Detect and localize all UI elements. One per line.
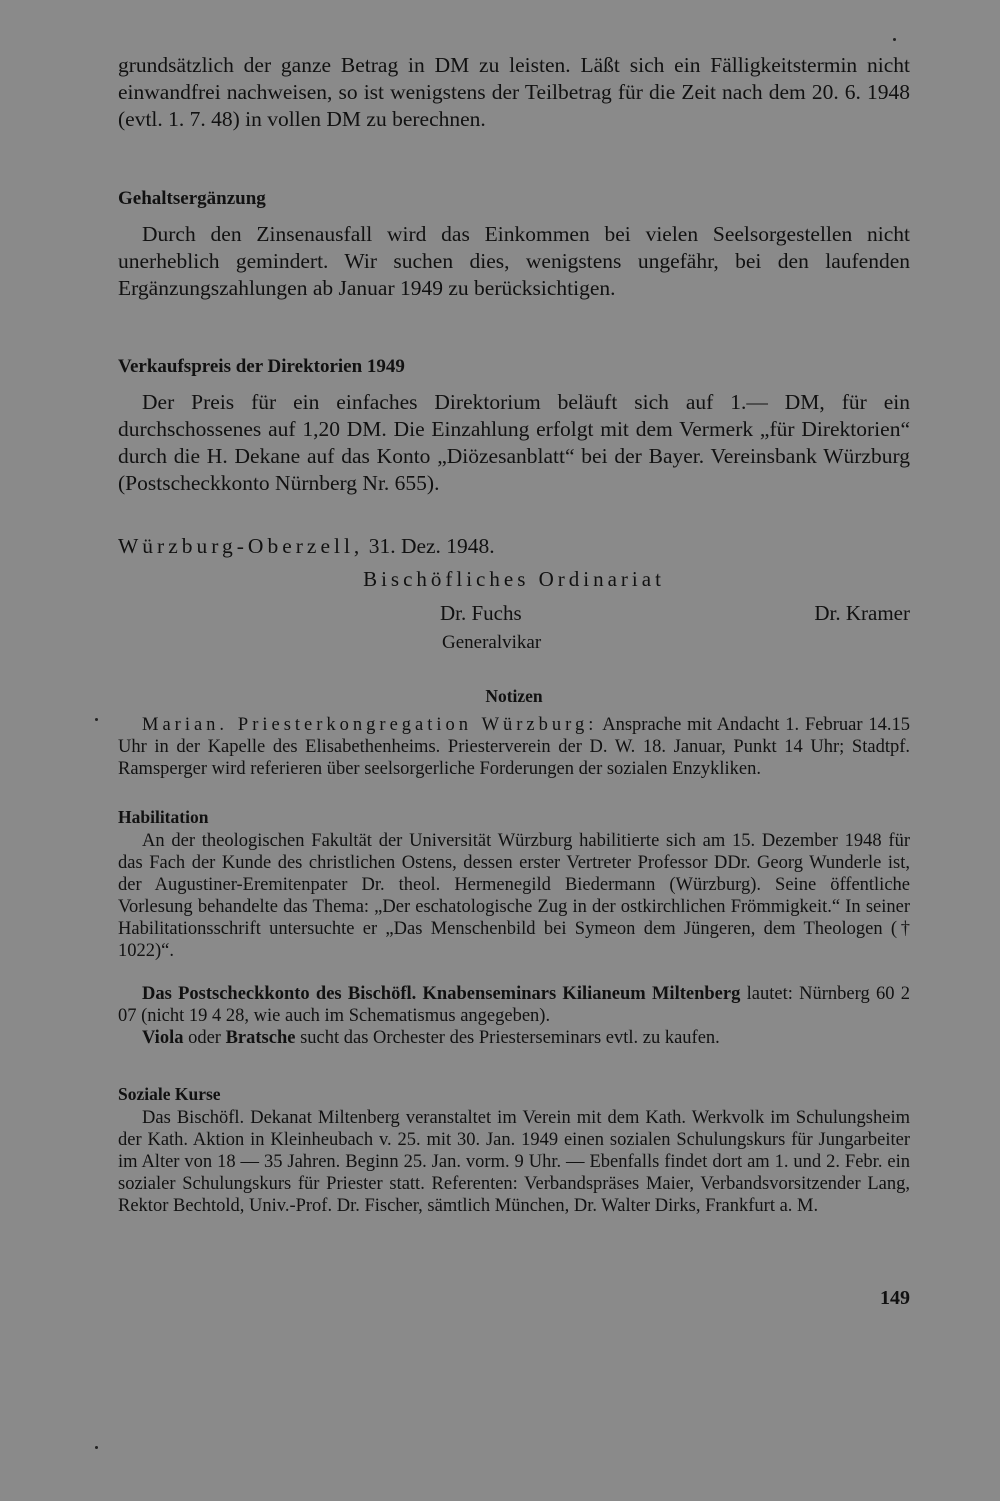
viola-mid: oder (188, 1028, 221, 1048)
notizen-lead: Marian. Priesterkongregation Würzburg: (142, 715, 598, 735)
postscheck-lead: Das Postscheckkonto des Bischöfl. Knabenseminars Kilianeum Miltenberg (142, 984, 741, 1004)
notizen-heading: Notizen (485, 686, 543, 706)
notizen-text: Ansprache mit Andacht 1. Februar 14.15 Uhr in der Kapelle des Elisabethenheims. Priesterverein der D. W. 18. Januar, Punkt 14 Uhr; Stadtpf. Ramsperger wird referieren über seelsorgerliche Forderungen der sozialen Enzykliken. (118, 715, 910, 779)
viola-section (118, 1027, 910, 1049)
viola-text: sucht das Orchester des Priesterseminars evtl. zu kaufen. (300, 1028, 720, 1048)
signature-right-name: Dr. Kramer (814, 601, 910, 625)
verkauf-paragraph: Der Preis für ein einfaches Direktorium beläuft sich auf 1.— DM, für ein durchschossenes auf 1,20 DM. Die Einzahlung erfolgt mit dem Vermerk „für Direktorien“ durch die H. Dekane auf das Konto „Diözesanblatt“ bei der Bayer. Vereinsbank Würzburg (Postscheckkonto Nürnberg Nr. 655). (118, 390, 910, 495)
intro-block (118, 52, 910, 133)
viola-lead2: Bratsche (225, 1028, 296, 1048)
dateline-place: Würzburg-Oberzell, (118, 534, 364, 558)
page-number: 149 (880, 1287, 910, 1309)
signature-title-row (118, 632, 910, 658)
habilitation-section (118, 806, 910, 962)
notizen-heading-wrap (118, 685, 910, 707)
print-speck (95, 1446, 98, 1449)
print-speck (95, 718, 98, 721)
verkauf-section (118, 355, 910, 497)
dateline-date: 31. Dez. 1948. (368, 534, 495, 558)
intro-paragraph: grundsätzlich der ganze Betrag in DM zu leisten. Läßt sich ein Fälligkeitstermin nicht einwandfrei nachweisen, so ist wenigstens der Teilbetrag für die Zeit nach dem 20. 6. 1948 (evtl. 1. 7. 48) in vollen DM zu berechnen. (118, 53, 910, 131)
postscheck-text: lautet: Nürnberg 60 2 07 (nicht 19 4 28, wie auch im Schematismus angegeben). (118, 984, 910, 1026)
dateline (118, 533, 910, 560)
notizen-section (118, 714, 910, 780)
signature-office: Bischöfliches Ordinariat (363, 567, 665, 591)
gehalt-heading: Gehaltsergänzung (118, 188, 266, 209)
print-speck (893, 38, 896, 41)
verkauf-heading: Verkaufspreis der Direktorien 1949 (118, 356, 405, 377)
gehalt-section (118, 187, 910, 302)
postscheck-section (118, 983, 910, 1027)
soziale-section (118, 1083, 910, 1217)
signature-names-row (118, 601, 910, 631)
soziale-heading: Soziale Kurse (118, 1084, 221, 1104)
signature-left-name: Dr. Fuchs (440, 601, 522, 625)
signature-left-title: Generalvikar (442, 632, 542, 653)
gehalt-paragraph: Durch den Zinsenausfall wird das Einkommen bei vielen Seelsorgestellen nicht unerheblich gemindert. Wir suchen dies, wenigstens ungefähr, bei den laufenden Ergänzungszahlungen ab Januar 1949 zu berücksichtigen. (118, 222, 910, 300)
viola-lead1: Viola (142, 1028, 184, 1048)
habilitation-heading: Habilitation (118, 807, 209, 827)
habilitation-paragraph: An der theologischen Fakultät der Universität Würzburg habilitierte sich am 15. Dezember 1948 für das Fach der Kunde des christlichen Ostens, dessen erster Vertreter Professor DDr. Georg Wunderle ist, der Augustiner-Eremitenpater Dr. theol. Hermenegild Biedermann (Würzburg). Seine öffentliche Vorlesung behandelte das Thema: „Der eschatologische Zug in der ostkirchlichen Frömmigkeit.“ In seiner Habilitationsschrift untersuchte er „Das Menschenbild bei Symeon dem Jüngeren, dem Theologen († 1022)“. (118, 831, 910, 961)
signature-office-row (118, 567, 910, 592)
soziale-paragraph: Das Bischöfl. Dekanat Miltenberg veranstaltet im Verein mit dem Kath. Werkvolk im Schulungsheim der Kath. Aktion in Kleinheubach v. 25. mit 30. Jan. 1949 einen sozialen Schulungskurs für Jungarbeiter im Alter von 18 — 35 Jahren. Beginn 25. Jan. vorm. 9 Uhr. — Ebenfalls findet dort am 1. und 2. Febr. ein sozialer Schulungskurs für Priester statt. Referenten: Verbandspräses Maier, Verbandsvorsitzender Lang, Rektor Bechtold, Univ.-Prof. Dr. Fischer, sämtlich München, Dr. Walter Dirks, Frankfurt a. M. (118, 1108, 910, 1216)
